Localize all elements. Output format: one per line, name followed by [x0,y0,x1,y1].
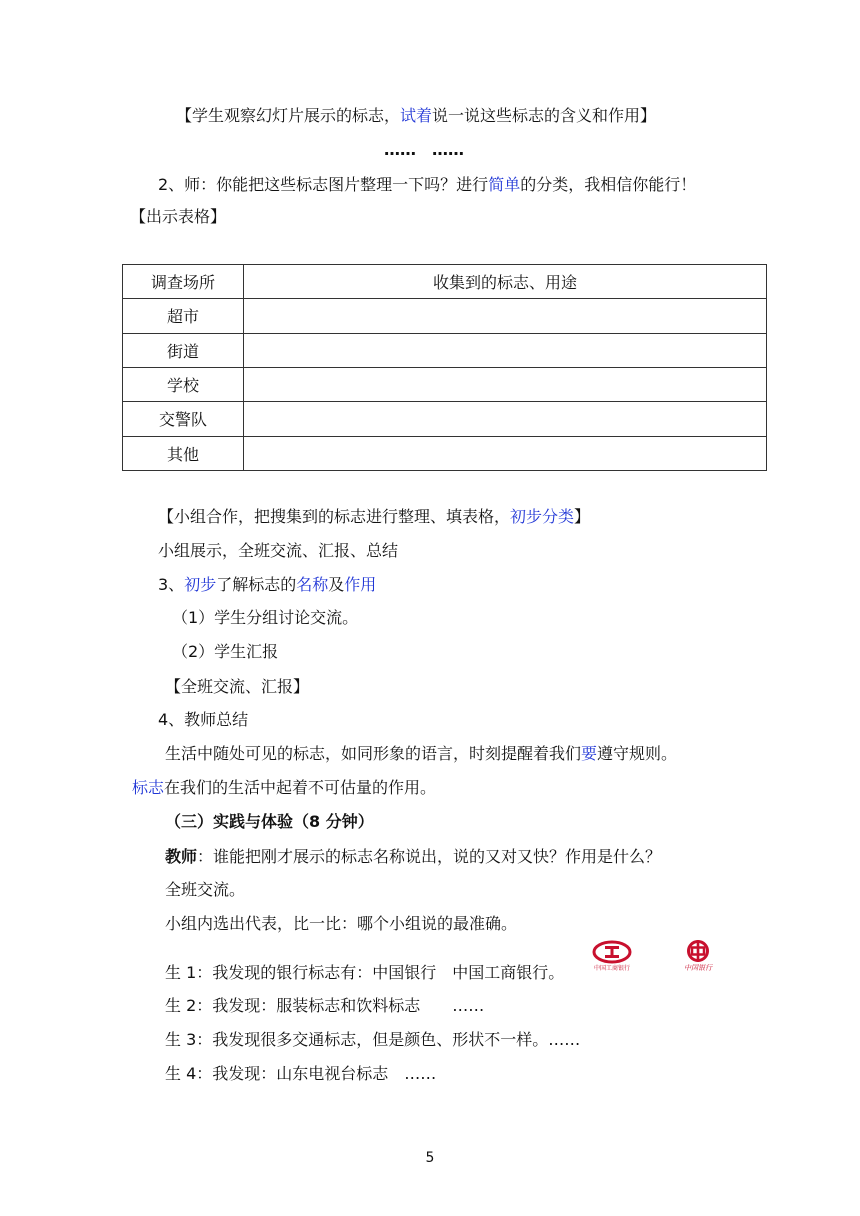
class-exchange: 全班交流。 [165,880,246,899]
table-cell-empty [244,436,767,470]
step-3: 3、初步了解标志的名称及作用 [158,575,377,594]
table-row [123,299,767,333]
select-representative: 小组内选出代表，比一比：哪个小组说的最准确。 [165,914,518,933]
icbc-logo [584,940,640,974]
table-cell-place: 街道 [123,333,244,367]
sub-step-1: （1）学生分组讨论交流。 [172,608,359,627]
table-cell-place: 学校 [123,367,244,401]
page-number: 5 [425,1150,435,1166]
student-answer-2: 生 2：我发现：服装标志和饮料标志 …… [165,996,485,1015]
sub-step-2: （2）学生汇报 [172,642,279,661]
step-4: 4、教师总结 [158,710,249,729]
observe-instruction: 【学生观察幻灯片展示的标志，试着说一说这些标志的含义和作用】 [176,106,657,125]
table-row [123,367,767,401]
summary-line-2: 标志在我们的生活中起着不可估量的作用。 [132,778,437,797]
boc-logo-graphic [668,940,728,974]
table-header: 调查场所 [123,265,244,299]
table-row [123,402,767,436]
class-report: 【全班交流、汇报】 [165,677,310,696]
student-answer-1: 生 1：我发现的银行标志有：中国银行 中国工商银行。 [165,963,565,982]
boc-logo-text: 中国银行 [684,964,712,972]
table-header-row [123,265,767,299]
ellipsis: …… …… [384,140,465,159]
teacher-question: 教师：谁能把刚才展示的标志名称说出，说的又对又快？作用是什么？ [165,847,662,866]
group-show: 小组展示，全班交流、汇报、总结 [158,541,399,560]
table-cell-place: 其他 [123,436,244,470]
table-row [123,333,767,367]
student-answer-4: 生 4：我发现：山东电视台标志 …… [165,1064,437,1083]
table-header: 收集到的标志、用途 [244,265,767,299]
table-cell-empty [244,367,767,401]
table-row [123,436,767,470]
section-heading: （三）实践与体验（8 分钟） [165,812,374,831]
summary-line-1: 生活中随处可见的标志，如同形象的语言，时刻提醒着我们要遵守规则。 [165,744,678,763]
icbc-logo-graphic [584,940,640,974]
show-table-label: 【出示表格】 [130,207,227,226]
student-answer-3: 生 3：我发现很多交通标志，但是颜色、形状不一样。…… [165,1030,581,1049]
boc-logo [668,940,728,974]
table-cell-place: 超市 [123,299,244,333]
table-cell-empty [244,299,767,333]
survey-table [122,264,767,471]
icbc-logo-text: 中国工商银行 [593,965,631,972]
group-work-instruction: 【小组合作，把搜集到的标志进行整理、填表格，初步分类】 [158,507,591,526]
table-cell-empty [244,402,767,436]
table-cell-empty [244,333,767,367]
step-2: 2、师：你能把这些标志图片整理一下吗？进行简单的分类，我相信你能行！ [158,175,697,194]
table-cell-place: 交警队 [123,402,244,436]
